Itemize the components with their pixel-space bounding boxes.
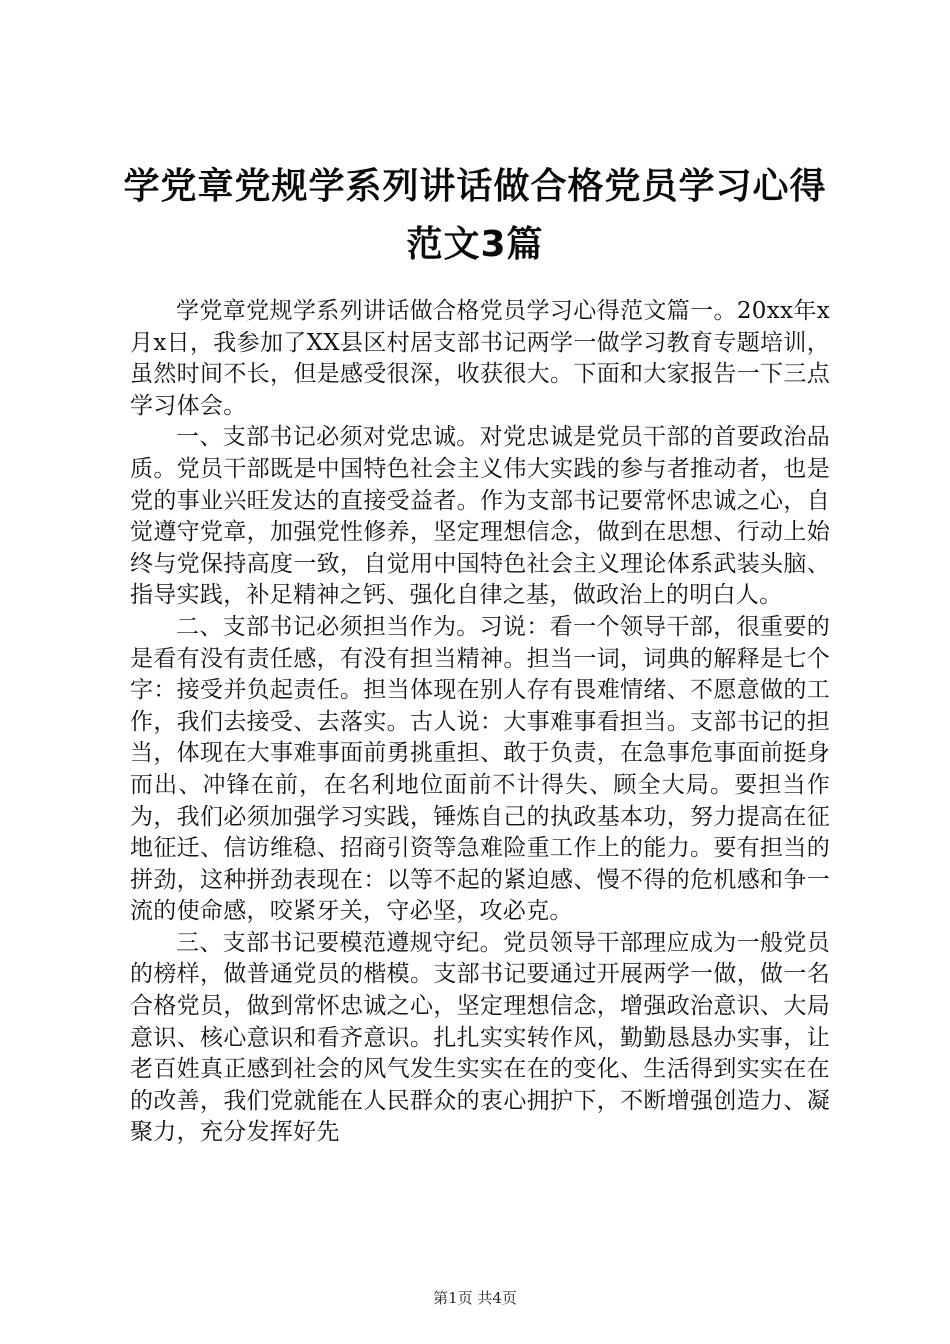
document-title: 学党章党规学系列讲话做合格党员学习心得范文3篇 (123, 166, 827, 265)
paragraph-section-three: 三、支部书记要模范遵规守纪。党员领导干部理应成为一般党员的榜样，做普通党员的楷模。支部书记要通过开展两学一做，做一名合格党员，做到常怀忠诚之心，坚定理想信念，增强政治意识、大局意识、核心意识和看齐意识。扎扎实实转作风，勤勤恳恳办实事，让老百姓真正感到社会的风气发生实实在在的变化、生活得到实实在在的改善，我们党就能在人民群众的衷心拥护下，不断增强创造力、凝聚力，充分发挥好先 (130, 929, 830, 1146)
paragraph-intro: 学党章党规学系列讲话做合格党员学习心得范文篇一。20xx年x月x日，我参加了XX县区村居支部书记两学一做学习教育专题培训，虽然时间不长，但是感受很深，收获很大。下面和大家报告一下三点学习体会。 (130, 298, 830, 419)
paragraph-section-two: 二、支部书记必须担当作为。习说：看一个领导干部，很重要的是看有没有责任感，有没有担当精神。担当一词，词典的解释是七个字：接受并负起责任。担当体现在别人存有畏难情绪、不愿意做的工作，我们去接受、去落实。古人说：大事难事看担当。支部书记的担当，体现在大事难事面前勇挑重担、敢于负责，在急事危事面前挺身而出、冲锋在前，在名利地位面前不计得失、顾全大局。要担当作为，我们必须加强学习实践，锤炼自己的执政基本功，努力提高在征地征迁、信访维稳、招商引资等急难险重工作上的能力。要有担当的拼劲，这种拼劲表现在：以等不起的紧迫感、慢不得的危机感和争一流的使命感，咬紧牙关，守必坚，攻必克。 (130, 613, 830, 925)
paragraph-section-one: 一、支部书记必须对党忠诚。对党忠诚是党员干部的首要政治品质。党员干部既是中国特色社会主义伟大实践的参与者推动者，也是党的事业兴旺发达的直接受益者。作为支部书记要常怀忠诚之心，自觉遵守党章，加强党性修养，坚定理想信念，做到在思想、行动上始终与党保持高度一致，自觉用中国特色社会主义理论体系武装头脑、指导实践，补足精神之钙、强化自律之基，做政治上的明白人。 (130, 424, 830, 609)
document-body (130, 296, 830, 1149)
page-number-footer: 第1页 共4页 (433, 1289, 517, 1307)
